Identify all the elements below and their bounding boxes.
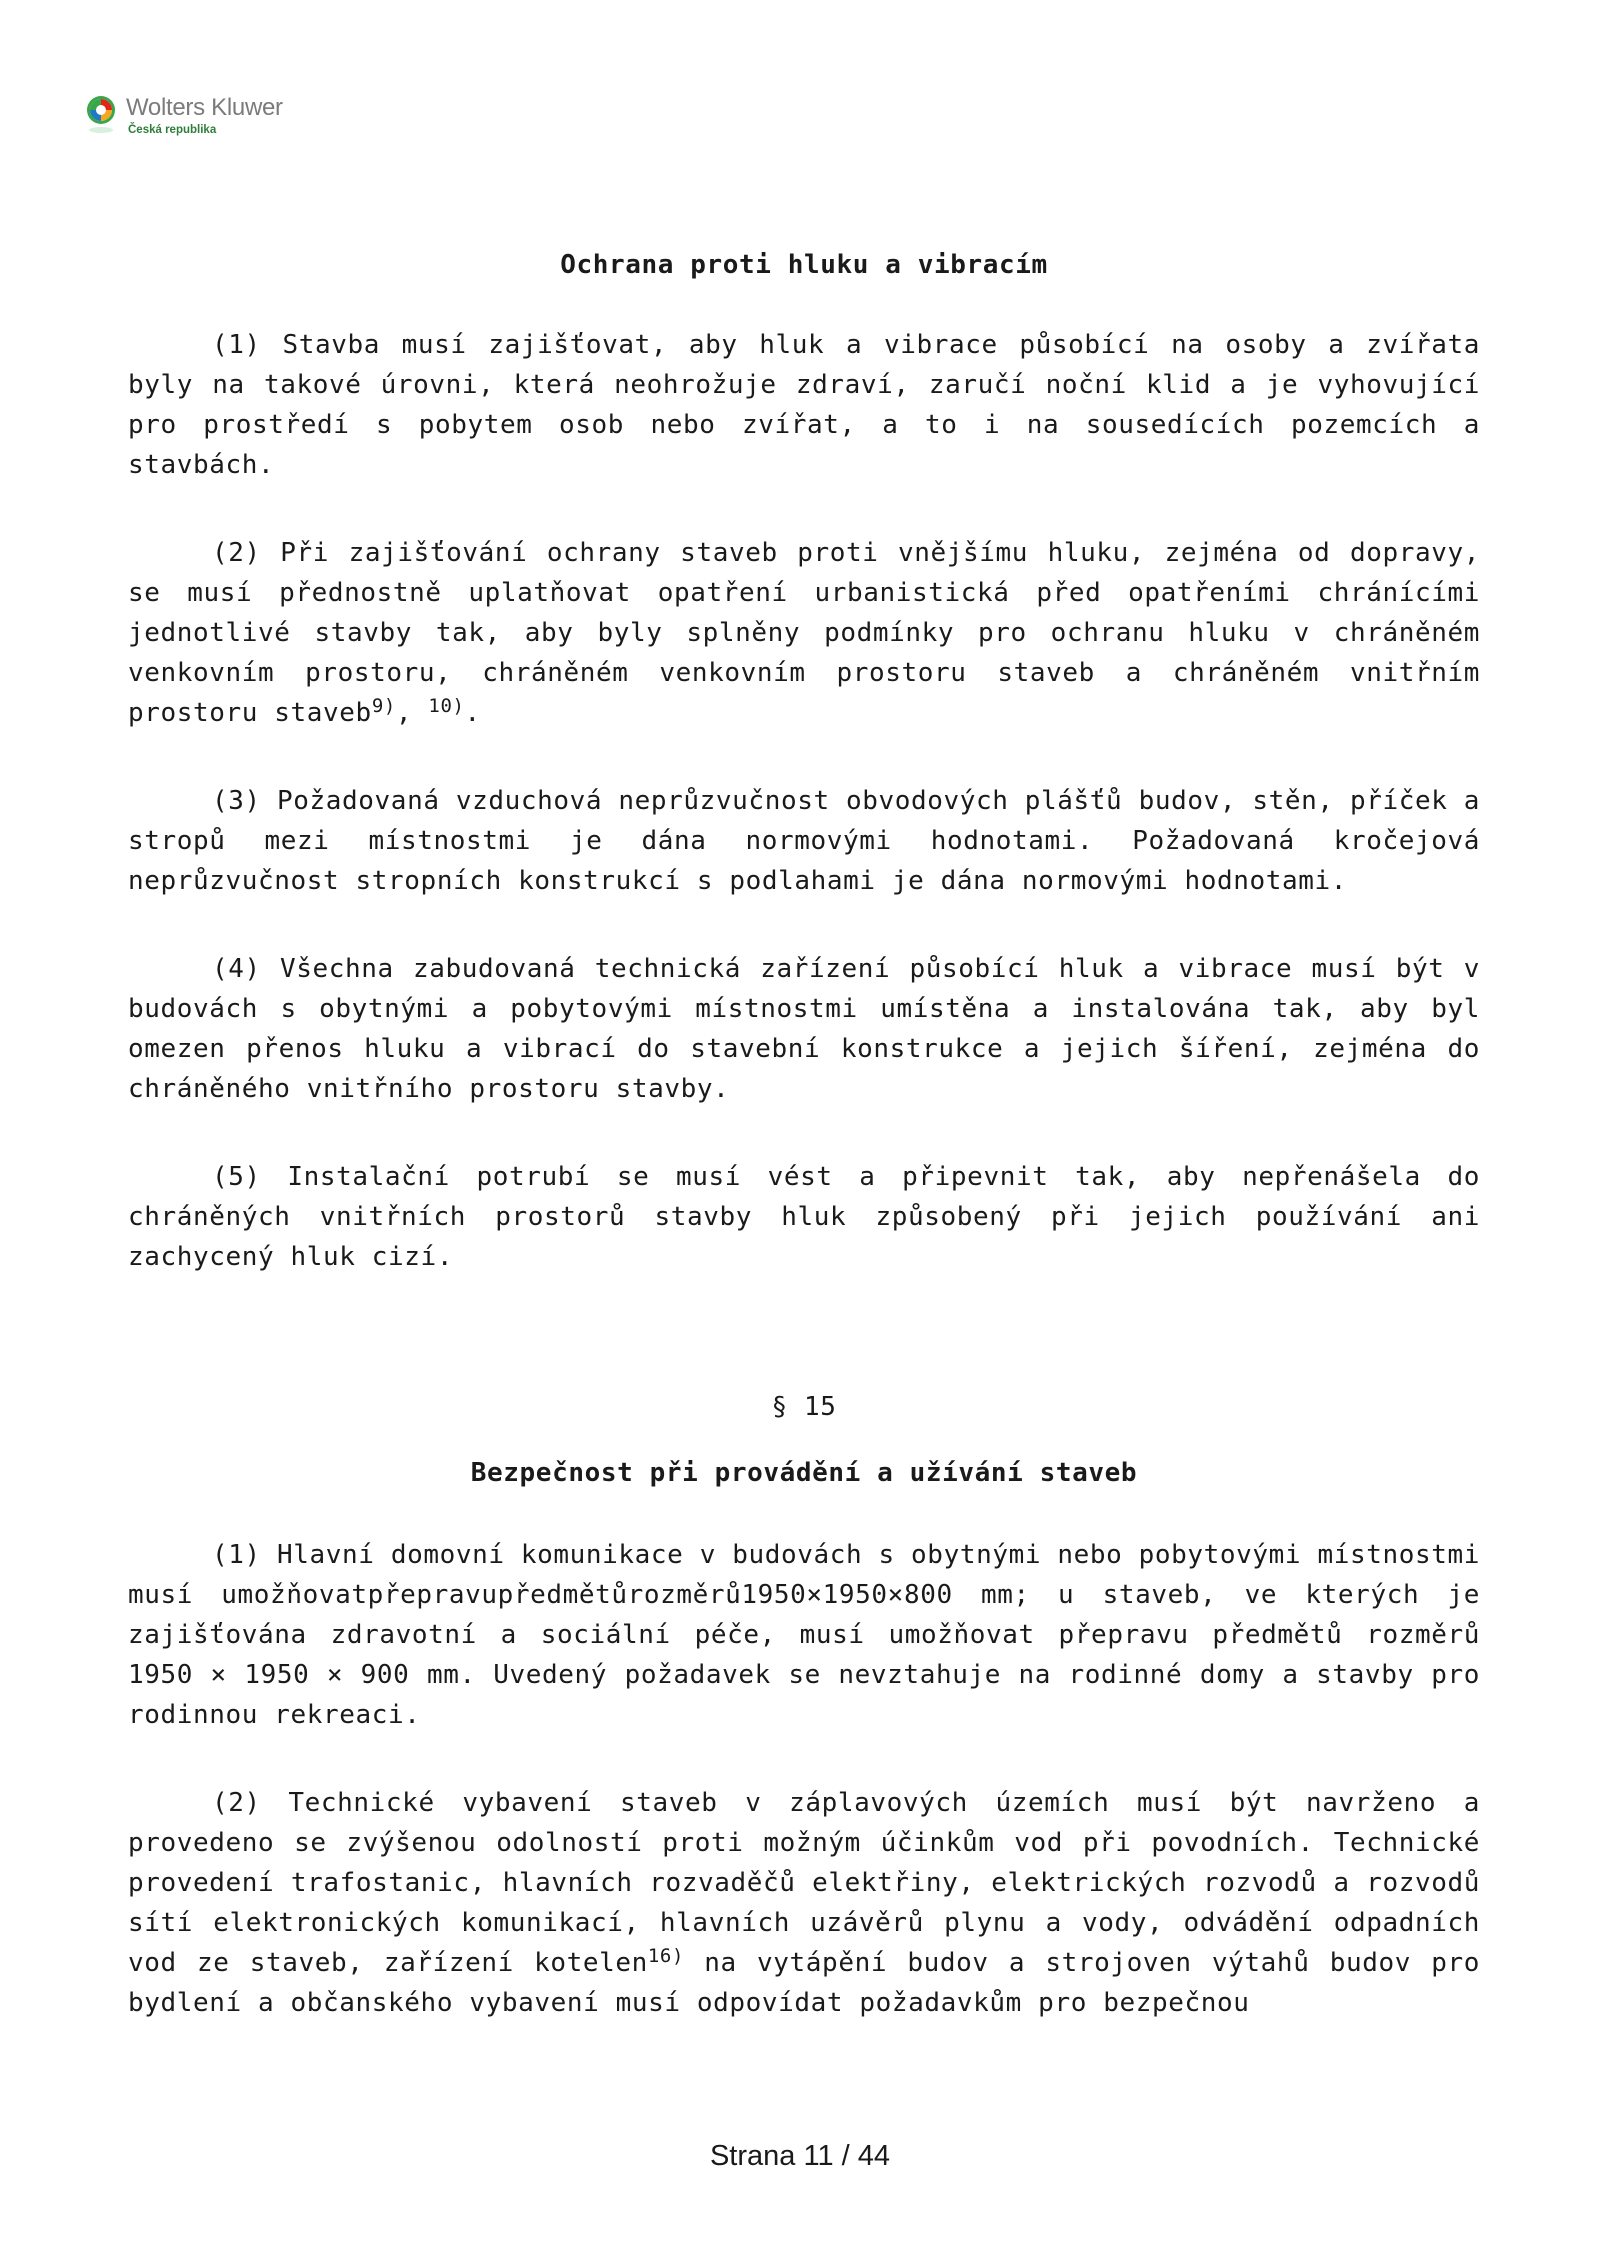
footnote-ref-16[interactable]: 16): [647, 1945, 685, 1967]
document-body: [128, 245, 1480, 2071]
paragraph-noise-3: (3) Požadovaná vzduchová neprůzvučnost obvodových plášťů budov, stěn, příček a stropů mezi místnostmi je dána normovými hodnotami. Požadovaná kročejová neprůzvučnost stropních konstrukcí s podlahami je dána normovými hodnotami.: [128, 786, 1480, 896]
logo-wordmark: Wolters Kluwer: [126, 94, 283, 121]
section-number: § 15: [771, 1392, 837, 1422]
paragraph-safety-1: (1) Hlavní domovní komunikace v budovách s obytnými nebo pobytovými místnostmi musí umožňovatpřepravupředmětůrozměrů1950×1950×800 mm; u staveb, ve kterých je zajišťována zdravotní a sociální péče, musí umožňovat přepravu předmětů rozměrů 1950 × 1950 × 900 mm. Uvedený požadavek se nevztahuje na rodinné domy a stavby pro rodinnou rekreaci.: [128, 1540, 1480, 1730]
paragraph-noise-5: (5) Instalační potrubí se musí vést a připevnit tak, aby nepřenášela do chráněných vnitřních prostorů stavby hluk způsobený při jejich používání ani zachycený hluk cizí.: [128, 1162, 1480, 1272]
page-number: Strana 11 / 44: [709, 2140, 891, 2172]
paragraph-text-continued: na vytápění budov a strojoven výtahů budov pro bydlení a občanského vybavení musí odpovídat požadavkům pro bezpečnou: [128, 1948, 1480, 2018]
footnote-separator: ,: [395, 698, 429, 728]
paragraph-noise-2: [128, 533, 1480, 733]
footnote-ref-10[interactable]: 10): [428, 695, 465, 717]
paragraph-end: .: [464, 698, 481, 728]
paragraph-noise-4: (4) Všechna zabudovaná technická zařízení působící hluk a vibrace musí být v budovách s obytnými a pobytovými místnostmi umístěna a instalována tak, aby byl omezen přenos hluku a vibrací do stavební konstrukce a jejich šíření, zejména do chráněného vnitřního prostoru stavby.: [128, 954, 1480, 1104]
section-title-noise: Ochrana proti hluku a vibracím: [560, 250, 1048, 280]
footnote-ref-9[interactable]: 9): [371, 695, 396, 717]
paragraph-text: (2) Technické vybavení staveb v záplavových územích musí být navrženo a provedeno se zvýšenou odolností proti možným účinkům vod při povodních. Technické provedení trafostanic, hlavních rozvaděčů elektřiny, elektrických rozvodů a rozvodů sítí elektronických komunikací, hlavních uzávěrů plynu a vody, odvádění odpadních vod ze staveb, zařízení kotelen: [128, 1788, 1480, 1978]
wolters-kluwer-logo-icon: [84, 94, 120, 138]
publisher-logo: [84, 92, 324, 142]
paragraph-text: (2) Při zajišťování ochrany staveb proti vnějšímu hluku, zejména od dopravy, se musí přednostně uplatňovat opatření urbanistická před opatřeními chránícími jednotlivé stavby tak, aby byly splněny podmínky pro ochranu hluku v chráněném venkovním prostoru, chráněném venkovním prostoru staveb a chráněném vnitřním prostoru staveb: [128, 538, 1480, 728]
logo-subtitle: Česká republika: [128, 124, 217, 136]
section-title-safety: Bezpečnost při provádění a užívání staveb: [470, 1458, 1138, 1488]
paragraph-safety-2: [128, 1783, 1480, 2023]
paragraph-noise-1: (1) Stavba musí zajišťovat, aby hluk a vibrace působící na osoby a zvířata byly na takové úrovni, která neohrožuje zdraví, zaručí noční klid a je vyhovující pro prostředí s pobytem osob nebo zvířat, a to i na sousedících pozemcích a stavbách.: [128, 330, 1480, 480]
